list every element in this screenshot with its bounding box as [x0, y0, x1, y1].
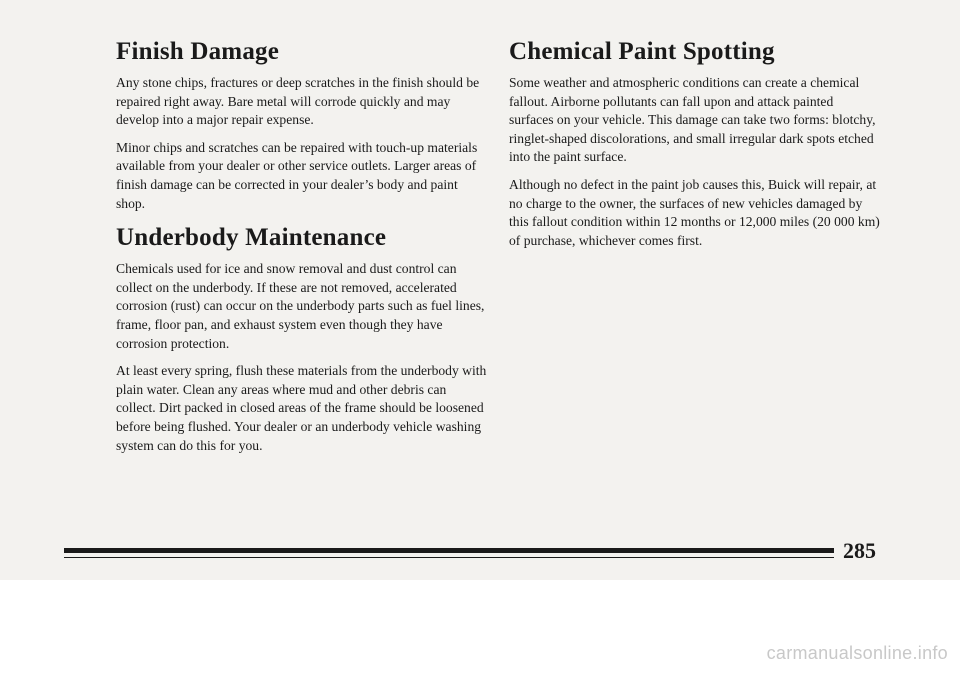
- finish-damage-section: [116, 36, 488, 213]
- chemical-paint-spotting-paragraph-1: Some weather and atmospheric conditions can create a chemical fallout. Airborne pollutants can fall upon and attack painted surfaces on your vehicle. This damage can take two forms: blotchy, ringlet-shaped discolorations, and small irregular dark spots etched into the paint surface.: [509, 75, 876, 165]
- watermark-text: carmanualsonline.info: [766, 643, 948, 663]
- finish-damage-heading: Finish Damage: [116, 38, 280, 65]
- underbody-maintenance-section: [116, 222, 488, 455]
- chemical-paint-spotting-section: [509, 36, 881, 250]
- underbody-maintenance-paragraph-2: At least every spring, flush these materials from the underbody with plain water. Clean any areas where mud and other debris can collect. Dirt packed in closed areas of the frame should be loosened before being flushed. Your dealer or an underbody vehicle washing system can do this for you.: [116, 363, 487, 453]
- underbody-maintenance-paragraph-1: Chemicals used for ice and snow removal and dust control can collect on the underbody. If these are not removed, accelerated corrosion (rust) can occur on the underbody parts such as fuel lines, frame, floor pan, and exhaust system even though they have corrosion protection.: [116, 261, 485, 351]
- footer-rule-thick: [64, 548, 834, 553]
- chemical-paint-spotting-heading: Chemical Paint Spotting: [509, 38, 775, 65]
- page-number: 285: [843, 538, 876, 563]
- right-column: [509, 36, 881, 259]
- footer-rule-thin: [64, 557, 834, 558]
- chemical-paint-spotting-paragraph-2: Although no defect in the paint job causes this, Buick will repair, at no charge to the owner, the surfaces of new vehicles damaged by this fallout condition within 12 months or 12,000 miles (20 000 km) of purchase, whichever comes first.: [509, 176, 880, 248]
- finish-damage-paragraph-2: Minor chips and scratches can be repaired with touch-up materials available from your dealer or other service outlets. Larger areas of finish damage can be corrected in your dealer’s body and paint shop.: [116, 139, 478, 211]
- finish-damage-paragraph-1: Any stone chips, fractures or deep scratches in the finish should be repaired right away. Bare metal will corrode quickly and may develop into a major repair expense.: [116, 75, 480, 128]
- left-column: [116, 36, 488, 464]
- underbody-maintenance-heading: Underbody Maintenance: [116, 224, 387, 252]
